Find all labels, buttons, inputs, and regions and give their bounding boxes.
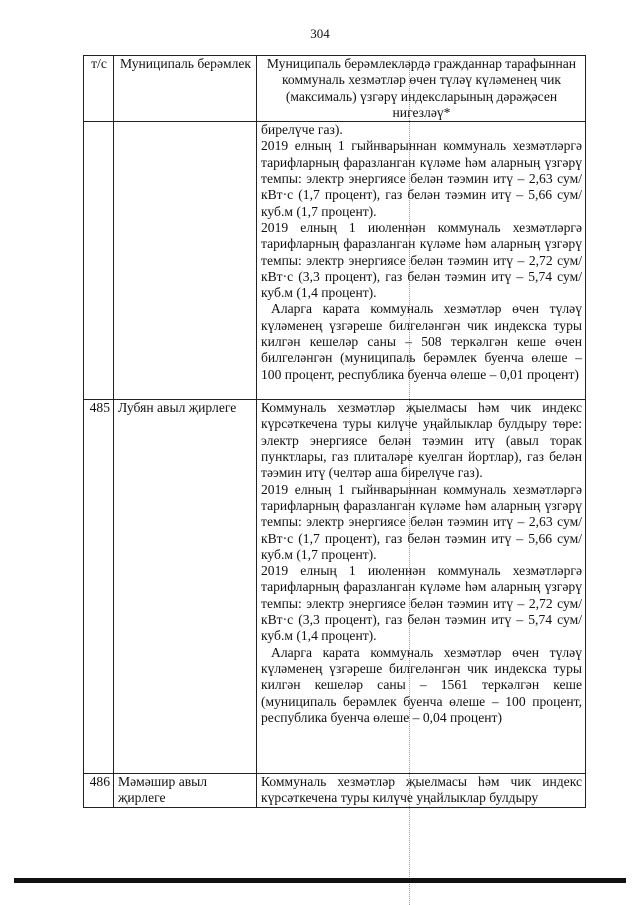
table-row bbox=[84, 400, 586, 774]
paragraph: 2019 елның 1 гыйнварыннан коммуналь хезмәтләргә тарифларның фаразланган күләме һәм аларның үзгәрү темпы: электр энергиясе белән тәэмин итү – 2,63 сум/кВт·с (1,7 процент), газ белән тәэмин итү – 5,66 сум/куб.м (1,7 процент). bbox=[261, 481, 582, 562]
row-description bbox=[257, 400, 586, 774]
table-header-row bbox=[84, 56, 586, 122]
paragraph: Коммуналь хезмәтләр җыелмасы һәм чик индекс күрсәткечена туры килүче уңайлыклар булдыру bbox=[261, 774, 582, 806]
header-number: т/с bbox=[84, 56, 114, 122]
paragraph: Аларга карата коммуналь хезмәтләр өчен түләү күләменең үзгәреше билгеләнгән чик индекска туры килгән кешеләр саны – 508 теркәлгән кеше өчен билгеләнгән (муниципаль берәмлек буенча өлеше – 100 процент, республика буенча өлеше – 0,01 процент) bbox=[261, 301, 582, 382]
tariff-table bbox=[83, 55, 586, 808]
row-number: 485 bbox=[84, 400, 114, 774]
row-municipality: Мәмәшир авыл җирлеге bbox=[114, 774, 257, 808]
scan-bottom-edge bbox=[14, 878, 626, 883]
paragraph: бирелүче газ). bbox=[261, 122, 343, 138]
paragraph: Коммуналь хезмәтләр җыелмасы һәм чик индекс күрсәткечена туры килүче уңайлыклар булдыру төре: электр энергиясе белән тәэмин итү (авыл торак пунктлары, газ плиталәре куелган йортлар), газ белән тәэмин итү (челтәр аша бирелүче газ). bbox=[261, 400, 582, 481]
row-municipality: Лубян авыл җирлеге bbox=[114, 400, 257, 774]
paragraph: 2019 елның 1 июленнән коммуналь хезмәтләргә тарифларның фаразланган күләме һәм аларның үзгәрү темпы: электр энергиясе белән тәэмин итү – 2,72 сум/кВт·с (3,3 процент), газ белән тәэмин итү – 5,74 сум/куб.м (1,4 процент). bbox=[261, 563, 582, 644]
table-row bbox=[84, 774, 586, 808]
row-description bbox=[257, 774, 586, 808]
row-description bbox=[257, 122, 586, 400]
paragraph: Аларга карата коммуналь хезмәтләр өчен түләү күләменең үзгәреше билгеләнгән чик индекска туры килгән кешеләр саны – 1561 теркәлгән кеше (муниципаль берәмлек буенча өлеше – 100 процент, республика буенча өлеше – 0,04 процент) bbox=[261, 644, 582, 725]
row-number bbox=[84, 122, 114, 400]
table-row bbox=[84, 122, 586, 400]
row-municipality bbox=[114, 122, 257, 400]
header-municipality: Муниципаль берәмлек bbox=[114, 56, 257, 122]
paragraph: 2019 елның 1 июленнән коммуналь хезмәтләргә тарифларның фаразланган күләме һәм аларның үзгәрү темпы: электр энергиясе белән тәэмин итү – 2,72 сум/кВт·с (3,3 процент), газ белән тәэмин итү – 5,74 сум/куб.м (1,4 процент). bbox=[261, 219, 582, 301]
paragraph: 2019 елның 1 гыйнварыннан коммуналь хезмәтләргә тарифларның фаразланган күләме һәм аларның үзгәрү темпы: электр энергиясе белән тәэмин итү – 2,63 сум/кВт·с (1,7 процент), газ белән тәэмин итү – 5,66 сум/куб.м (1,7 процент). bbox=[261, 138, 582, 219]
row-number: 486 bbox=[84, 774, 114, 808]
header-description: Муниципаль берәмлекләрдә гражданнар тарафыннан коммуналь хезмәтләр өчен түләү күләменең чик (максималь) үзгәрү индексларының дәрәҗәсен нигезләү* bbox=[257, 56, 586, 122]
page-number: 304 bbox=[310, 26, 330, 41]
